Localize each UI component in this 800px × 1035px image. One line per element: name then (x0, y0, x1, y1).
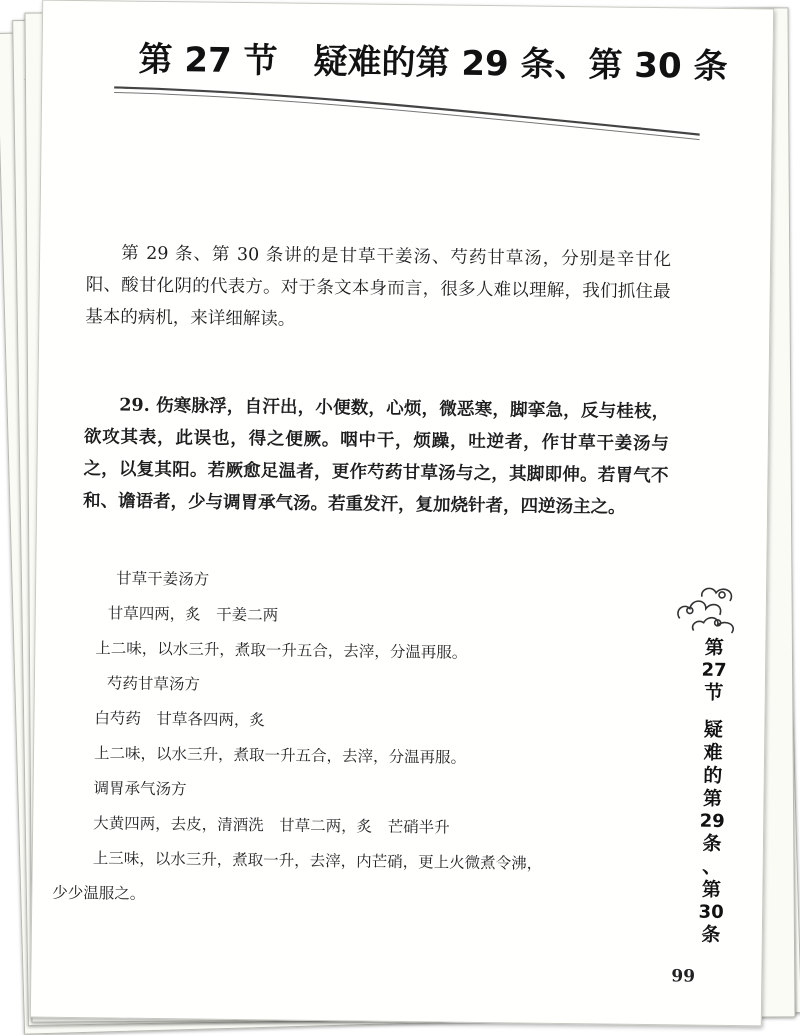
intro-paragraph (85, 237, 671, 340)
page-number: 99 (671, 966, 696, 987)
side-number: 30 (698, 901, 724, 923)
formula-name: 甘草干姜汤方 (116, 569, 210, 589)
side-char: 第 (704, 636, 725, 659)
side-char: 条 (701, 923, 721, 946)
formula-ingredients: 白芍药 甘草各四两，炙 (94, 709, 266, 730)
side-char: 第 (701, 878, 722, 901)
page-title (138, 32, 728, 88)
section-number: 第 27 节 (138, 39, 278, 82)
cloud-ornament-icon (672, 578, 753, 635)
side-char: 节 (704, 681, 724, 704)
formula-method: 上二味，以水三升，煮取一升五合，去滓，分温再服。 (93, 744, 467, 767)
section-title: 疑难的第 29 条、第 30 条 (313, 41, 728, 87)
side-char: 条 (702, 832, 722, 855)
chapter-side-label (696, 637, 730, 947)
side-char: 第 (702, 787, 723, 810)
title-underline (112, 79, 703, 146)
side-gap (699, 705, 729, 719)
side-char: 疑 (703, 718, 724, 741)
side-char: 、 (702, 855, 722, 878)
side-char: 的 (703, 764, 723, 787)
formula-method: 上二味，以水三升，煮取一升五合，去滓，分温再服。 (95, 639, 468, 662)
article-text: 29. 伤寒脉浮，自汗出，小便数，心烦，微恶寒，脚挛急，反与桂枝，欲攻其表，此误也，得之便厥。咽中干，烦躁，吐逆者，作甘草干姜汤与之，以复其阳。若厥愈足温者，更作芍药甘草汤与之，其脚即伸。若胃气不和、谵语者，少与调胃承气汤。若重发汗，复加烧针者，四逆汤主之。 (82, 395, 670, 518)
book-page (30, 0, 774, 1026)
formula-name: 调胃承气汤方 (93, 779, 187, 799)
intro-text: 第 29 条、第 30 条讲的是甘草干姜汤、芍药甘草汤，分别是辛甘化阳、酸甘化阴的代表方。对于条文本身而言，很多人难以理解，我们抓住最基本的病机，来详细解读。 (85, 243, 672, 330)
formula-ingredients: 甘草四两，炙 干姜二两 (107, 604, 279, 625)
side-char: 难 (703, 741, 723, 764)
side-number: 27 (701, 659, 727, 681)
formula-name: 芍药甘草汤方 (106, 674, 201, 694)
formula-method-continued: 少少温服之。 (52, 883, 146, 903)
formula-method: 上三味，以水三升，煮取一升，去滓，内芒硝，更上火微煮令沸， (92, 849, 543, 873)
article-29 (83, 389, 670, 524)
formula-list (52, 561, 666, 918)
formula-ingredients: 大黄四两，去皮，清酒洗 甘草二两，炙 芒硝半升 (93, 814, 450, 837)
side-number: 29 (699, 810, 725, 832)
